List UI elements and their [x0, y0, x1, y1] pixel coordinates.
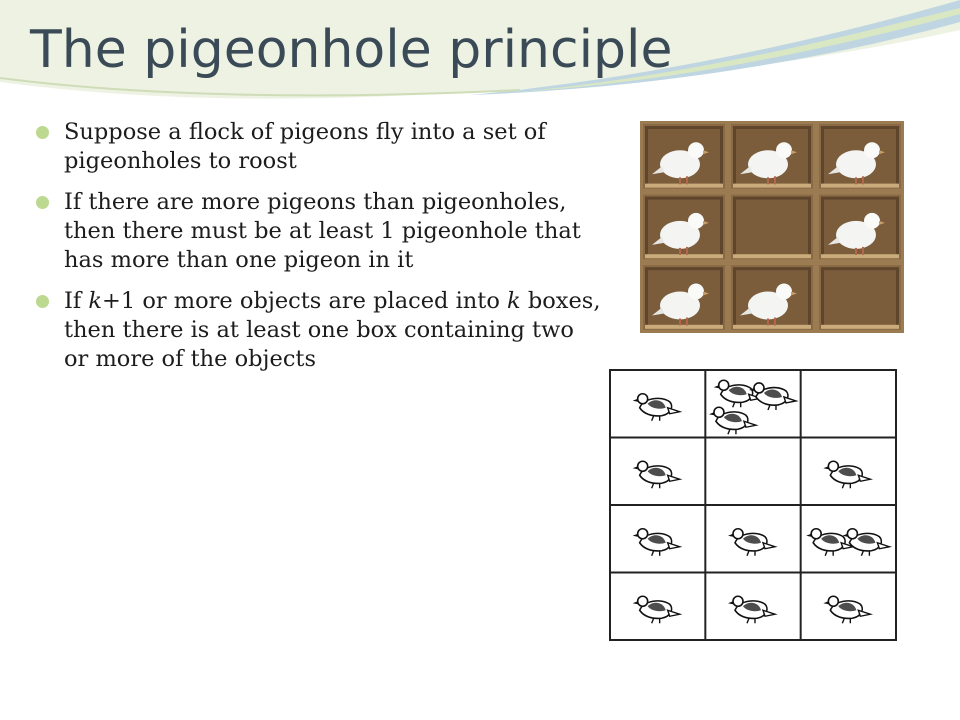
bullet-item — [34, 188, 602, 275]
bullet-text — [64, 189, 581, 273]
page-title: The pigeonhole principle — [30, 20, 673, 80]
photo-cell — [821, 197, 899, 259]
bullet-list — [34, 118, 602, 386]
bullet-dot-icon — [36, 295, 49, 308]
pigeon-icon — [633, 394, 680, 421]
text-run: +1 or more objects are placed into — [102, 288, 508, 314]
bullet-dot-icon — [36, 126, 49, 139]
pigeonhole-box — [823, 461, 870, 488]
bullet-dot-icon — [36, 196, 49, 209]
bullet-item — [34, 287, 602, 374]
pigeon-icon — [714, 380, 761, 407]
pigeonhole-diagram — [595, 360, 911, 656]
pigeonhole-box — [728, 596, 775, 623]
pigeon-icon — [728, 596, 775, 623]
photo-cell — [733, 267, 811, 329]
bullet-text — [64, 288, 600, 372]
pigeonhole-box — [806, 529, 889, 556]
pigeon-icon — [842, 529, 889, 556]
pigeon-icon — [728, 529, 775, 556]
photo-cell — [645, 267, 723, 329]
pigeon-icon — [633, 596, 680, 623]
photo-cell — [733, 126, 811, 188]
text-run: boxes, then there is at least one box containing two or more of the objects — [64, 288, 601, 372]
pigeon-icon — [709, 407, 756, 434]
text-run: If there are more pigeons than pigeonholes, then there must be at least 1 pigeonhole that has more than one pigeon in it — [64, 189, 581, 273]
text-run: If — [64, 288, 89, 314]
pigeon-icon — [633, 529, 680, 556]
pigeon-icon — [823, 461, 870, 488]
photo-cell — [733, 197, 811, 259]
pigeon-icon — [749, 383, 796, 410]
photo-cell — [821, 267, 899, 329]
pigeon-icon — [633, 461, 680, 488]
pigeon-icon — [823, 596, 870, 623]
pigeonhole-box — [633, 461, 680, 488]
pigeon-icon — [806, 529, 853, 556]
pigeonhole-photo — [640, 121, 904, 333]
pigeonhole-box — [633, 596, 680, 623]
bullet-text — [64, 119, 546, 174]
photo-cell — [645, 126, 723, 188]
pigeonhole-box — [823, 596, 870, 623]
photo-cell — [821, 126, 899, 188]
pigeonhole-box — [633, 529, 680, 556]
photo-cell — [645, 197, 723, 259]
pigeonhole-box — [728, 529, 775, 556]
variable-k: k — [88, 288, 103, 314]
pigeonhole-box — [709, 380, 796, 434]
variable-k: k — [507, 288, 521, 314]
text-run: Suppose a flock of pigeons fly into a set of pigeonholes to roost — [64, 119, 546, 174]
pigeonhole-box — [633, 394, 680, 421]
bullet-item — [34, 118, 602, 176]
